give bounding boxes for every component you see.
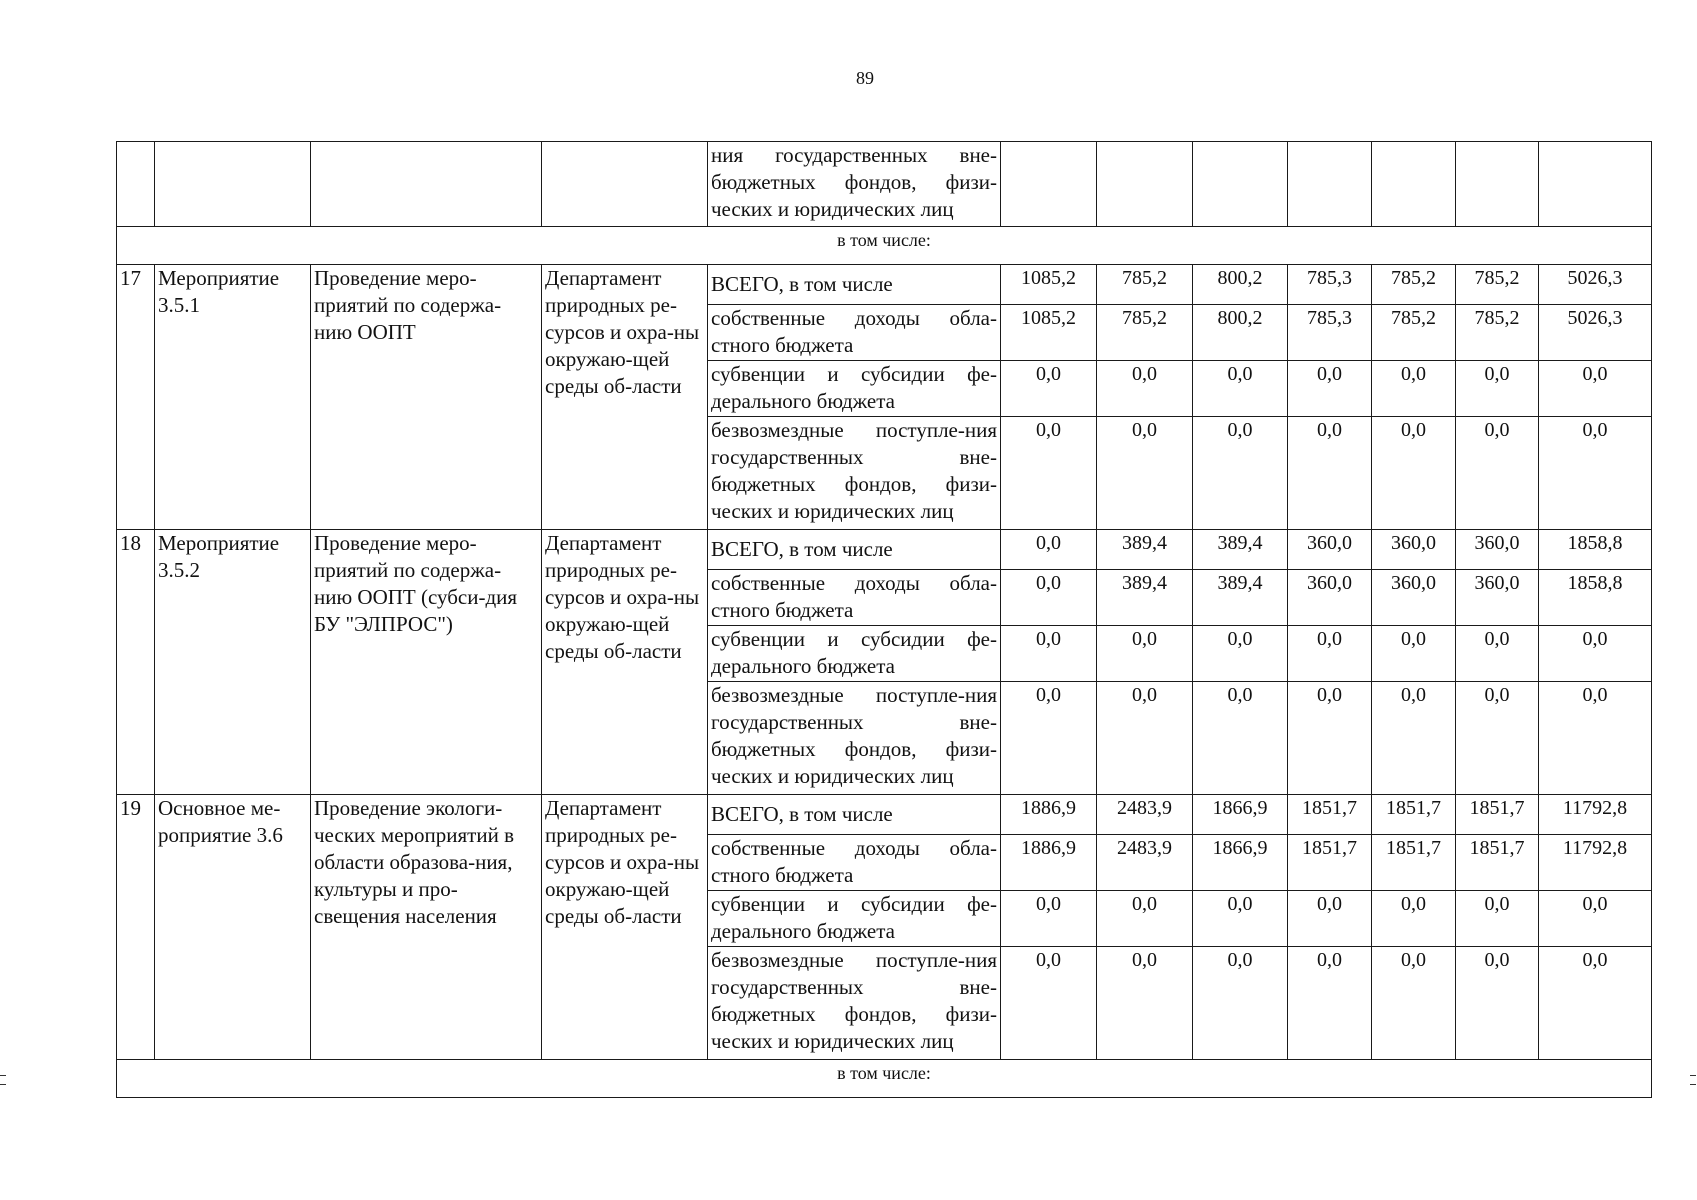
value-cell: 0,0 [1539,626,1652,682]
funding-source: ВСЕГО, в том числе [708,795,1001,835]
value-cell: 0,0 [1193,626,1288,682]
value-cell: 0,0 [1097,947,1193,1060]
value-cell: 0,0 [1539,891,1652,947]
value-cell: 1858,8 [1539,570,1652,626]
empty-cell [1288,142,1372,227]
value-cell: 1085,2 [1001,305,1097,361]
value-cell: 0,0 [1001,947,1097,1060]
value-cell: 1866,9 [1193,835,1288,891]
value-cell: 1085,2 [1001,265,1097,305]
empty-cell [1372,142,1456,227]
value-cell: 785,2 [1097,265,1193,305]
funding-source: субвенции и субсидии фе-дерального бюджета [708,891,1001,947]
executor: Департамент природных ре-сурсов и охра-ны окружаю-щей среды об-ласти [542,265,708,530]
empty-cell [1193,142,1288,227]
value-cell: 0,0 [1456,361,1539,417]
value-cell: 0,0 [1539,417,1652,530]
value-cell: 0,0 [1456,947,1539,1060]
value-cell: 0,0 [1539,361,1652,417]
value-cell: 0,0 [1001,361,1097,417]
value-cell: 0,0 [1097,626,1193,682]
value-cell: 389,4 [1193,570,1288,626]
value-cell: 2483,9 [1097,795,1193,835]
funding-source: безвозмездные поступле-ния государственных вне-бюджетных фондов, физи-ческих и юридических лиц [708,947,1001,1060]
empty-cell [311,142,542,227]
margin-mark [0,1075,6,1085]
value-cell: 0,0 [1539,682,1652,795]
funding-source: безвозмездные поступле-ния государственных вне-бюджетных фондов, физи-ческих и юридических лиц [708,682,1001,795]
value-cell: 785,3 [1288,305,1372,361]
value-cell: 0,0 [1456,626,1539,682]
value-cell: 360,0 [1456,530,1539,570]
value-cell: 0,0 [1372,891,1456,947]
value-cell: 360,0 [1456,570,1539,626]
value-cell: 785,2 [1372,305,1456,361]
value-cell: 360,0 [1372,570,1456,626]
value-cell: 785,2 [1456,305,1539,361]
executor: Департамент природных ре-сурсов и охра-ны окружаю-щей среды об-ласти [542,795,708,1060]
value-cell: 0,0 [1372,947,1456,1060]
value-cell: 0,0 [1001,626,1097,682]
row-number: 17 [117,265,155,530]
value-cell: 0,0 [1456,417,1539,530]
value-cell: 0,0 [1456,682,1539,795]
event-name: Мероприятие 3.5.2 [155,530,311,795]
value-cell: 1866,9 [1193,795,1288,835]
value-cell: 1858,8 [1539,530,1652,570]
value-cell: 0,0 [1097,417,1193,530]
table-row [117,795,1652,835]
value-cell: 0,0 [1288,682,1372,795]
page-number: 89 [856,68,874,88]
empty-cell [542,142,708,227]
value-cell: 0,0 [1288,947,1372,1060]
executor: Департамент природных ре-сурсов и охра-ны окружаю-щей среды об-ласти [542,530,708,795]
value-cell: 1851,7 [1372,795,1456,835]
empty-cell [1539,142,1652,227]
value-cell: 0,0 [1288,626,1372,682]
value-cell: 1851,7 [1288,835,1372,891]
value-cell: 0,0 [1193,891,1288,947]
value-cell: 0,0 [1288,361,1372,417]
value-cell: 0,0 [1097,682,1193,795]
value-cell: 0,0 [1372,361,1456,417]
empty-cell [155,142,311,227]
value-cell: 0,0 [1372,626,1456,682]
value-cell: 800,2 [1193,265,1288,305]
table-row [117,265,1652,305]
value-cell: 360,0 [1372,530,1456,570]
value-cell: 0,0 [1193,361,1288,417]
value-cell: 0,0 [1193,417,1288,530]
value-cell: 11792,8 [1539,835,1652,891]
value-cell: 0,0 [1372,682,1456,795]
value-cell: 0,0 [1288,417,1372,530]
value-cell: 1886,9 [1001,835,1097,891]
event-name: Мероприятие 3.5.1 [155,265,311,530]
value-cell: 0,0 [1001,570,1097,626]
funding-source: безвозмездные поступле-ния государственных вне-бюджетных фондов, физи-ческих и юридических лиц [708,417,1001,530]
row-number: 18 [117,530,155,795]
funding-source: собственные доходы обла-стного бюджета [708,570,1001,626]
value-cell: 1851,7 [1372,835,1456,891]
value-cell: 0,0 [1372,417,1456,530]
value-cell: 0,0 [1001,682,1097,795]
value-cell: 0,0 [1001,417,1097,530]
value-cell: 785,2 [1456,265,1539,305]
value-cell: 1851,7 [1456,835,1539,891]
funding-source: субвенции и субсидии фе-дерального бюджета [708,361,1001,417]
empty-cell [1001,142,1097,227]
funding-source: собственные доходы обла-стного бюджета [708,305,1001,361]
value-cell: 5026,3 [1539,265,1652,305]
value-cell: 389,4 [1097,530,1193,570]
event-description: Проведение меро-приятий по содержа-нию ООПТ (субси-дия БУ "ЭЛПРОС") [311,530,542,795]
value-cell: 5026,3 [1539,305,1652,361]
value-cell: 785,2 [1097,305,1193,361]
value-cell: 1886,9 [1001,795,1097,835]
value-cell: 0,0 [1456,891,1539,947]
value-cell: 800,2 [1193,305,1288,361]
funding-source: субвенции и субсидии фе-дерального бюджета [708,626,1001,682]
funding-source: собственные доходы обла-стного бюджета [708,835,1001,891]
continuation-row [117,142,1652,227]
budget-table [116,141,1652,1098]
event-name: Основное ме-роприятие 3.6 [155,795,311,1060]
subheading-cell: в том числе: [117,1060,1652,1098]
value-cell: 389,4 [1097,570,1193,626]
value-cell: 0,0 [1193,682,1288,795]
value-cell: 785,2 [1372,265,1456,305]
value-cell: 0,0 [1539,947,1652,1060]
empty-cell [117,142,155,227]
source-cell: ния государственных вне-бюджетных фондов, физи-ческих и юридических лиц [708,142,1001,227]
value-cell: 360,0 [1288,530,1372,570]
subheading-row [117,1060,1652,1098]
value-cell: 360,0 [1288,570,1372,626]
subheading-cell: в том числе: [117,227,1652,265]
margin-mark [1690,1075,1696,1085]
value-cell: 0,0 [1288,891,1372,947]
row-number: 19 [117,795,155,1060]
event-description: Проведение меро-приятий по содержа-нию ООПТ [311,265,542,530]
value-cell: 0,0 [1001,530,1097,570]
value-cell: 0,0 [1193,947,1288,1060]
value-cell: 11792,8 [1539,795,1652,835]
funding-source: ВСЕГО, в том числе [708,265,1001,305]
funding-source: ВСЕГО, в том числе [708,530,1001,570]
empty-cell [1456,142,1539,227]
value-cell: 785,3 [1288,265,1372,305]
event-description: Проведение экологи-ческих мероприятий в области образова-ния, культуры и про-свещения населения [311,795,542,1060]
value-cell: 0,0 [1097,361,1193,417]
value-cell: 0,0 [1097,891,1193,947]
value-cell: 0,0 [1001,891,1097,947]
table-row [117,530,1652,570]
subheading-row [117,227,1652,265]
empty-cell [1097,142,1193,227]
value-cell: 2483,9 [1097,835,1193,891]
value-cell: 1851,7 [1456,795,1539,835]
value-cell: 1851,7 [1288,795,1372,835]
value-cell: 389,4 [1193,530,1288,570]
